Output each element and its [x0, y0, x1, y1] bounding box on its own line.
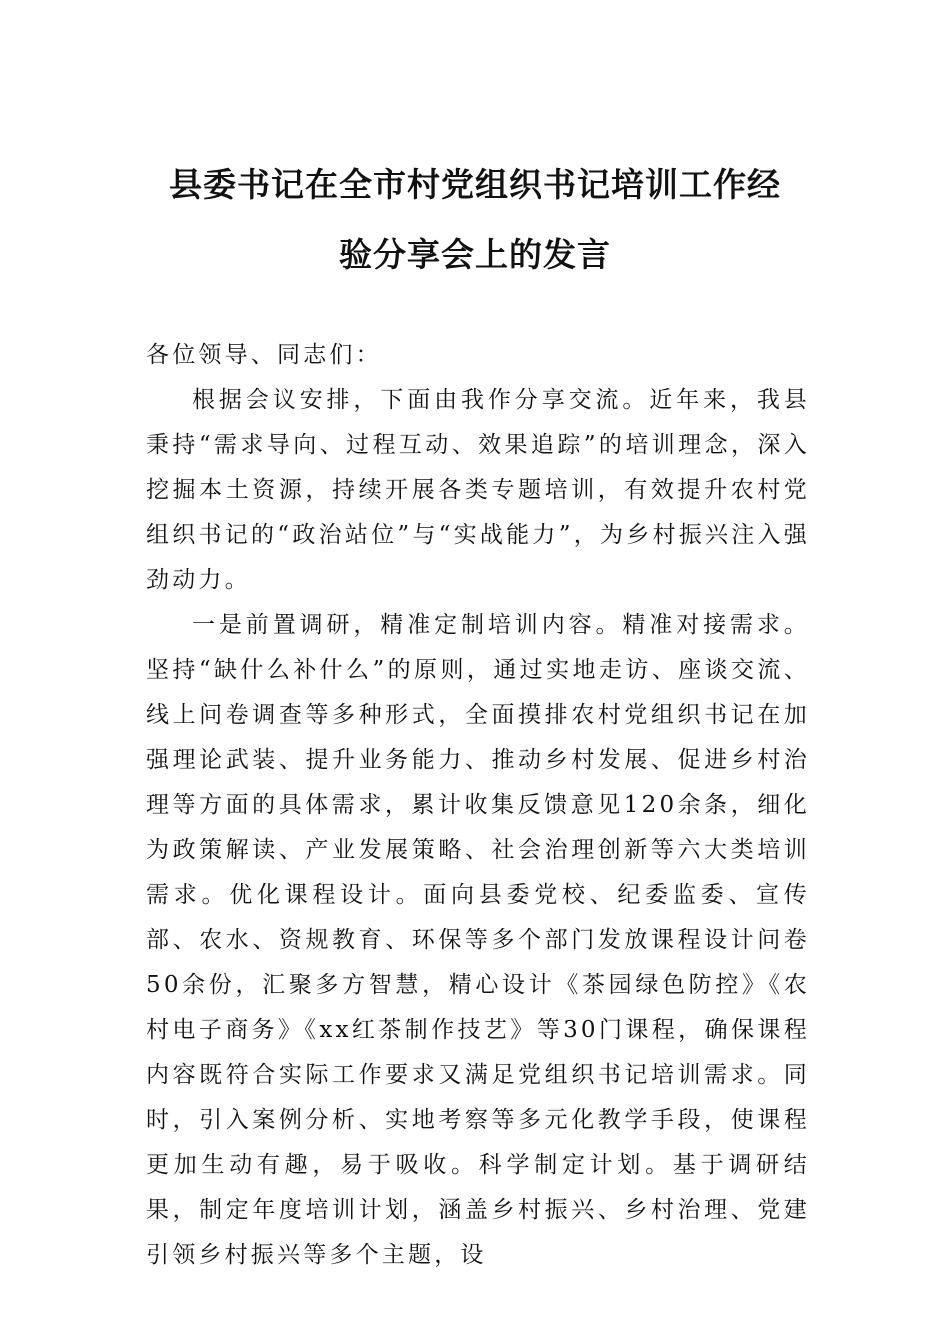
document-body	[146, 333, 810, 1278]
document-title-line-2: 验分享会上的发言	[339, 235, 611, 274]
paragraph-1: 根据会议安排，下面由我作分享交流。近年来，我县秉持“需求导向、过程互动、效果追踪”的培训理念，深入挖掘本土资源，持续开展各类专题培训，有效提升农村党组织书记的“政治站位”与“实战能力”，为乡村振兴注入强劲动力。	[146, 387, 810, 593]
document-title-line-1: 县委书记在全市村党组织书记培训工作经	[169, 165, 781, 204]
salutation: 各位领导、同志们：	[146, 342, 382, 368]
paragraph-2: 一是前置调研，精准定制培训内容。精准对接需求。坚持“缺什么补什么”的原则，通过实地走访、座谈交流、线上问卷调查等多种形式，全面摸排农村党组织书记在加强理论武装、提升业务能力、推动乡村发展、促进乡村治理等方面的具体需求，累计收集反馈意见120余条，细化为政策解读、产业发展策略、社会治理创新等六大类培训需求。优化课程设计。面向县委党校、纪委监委、宣传部、农水、资规教育、环保等多个部门发放课程设计问卷50余份，汇聚多方智慧，精心设计《茶园绿色防控》《农村电子商务》《xx红茶制作技艺》等30门课程，确保课程内容既符合实际工作要求又满足党组织书记培训需求。同时，引入案例分析、实地考察等多元化教学手段，使课程更加生动有趣，易于吸收。科学制定计划。基于调研结果，制定年度培训计划，涵盖乡村振兴、乡村治理、党建引领乡村振兴等多个主题，设	[146, 612, 810, 1268]
